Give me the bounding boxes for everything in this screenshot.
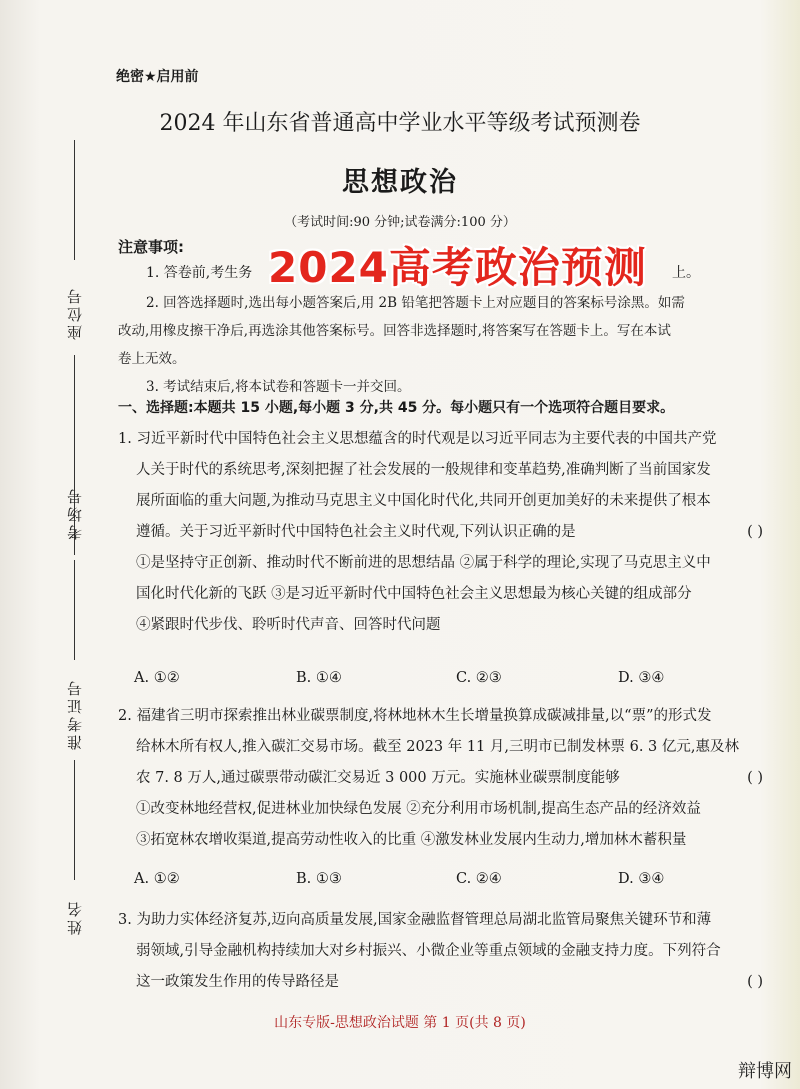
option-b: B. ①③ — [296, 871, 342, 887]
seat-number-label: 座位号 — [66, 286, 84, 340]
option-c: C. ②③ — [456, 670, 502, 686]
page-footer: 山东专版-思想政治试题 第 1 页(共 8 页) — [274, 1015, 526, 1031]
binding-line — [74, 560, 75, 660]
statement-line: ①是坚持守正创新、推动时代不断前进的思想结晶 ②属于科学的理论,实现了马克思主义中 — [136, 555, 711, 571]
question-1-options — [134, 670, 774, 701]
binding-line — [74, 760, 75, 880]
notice-item-1-tail: 上。 — [672, 265, 700, 281]
site-watermark: 辩博网 — [738, 1061, 792, 1082]
notice-item-3: 3. 考试结束后,将本试卷和答题卡一并交回。 — [146, 379, 411, 395]
binding-line — [74, 140, 75, 260]
notice-heading: 注意事项: — [118, 238, 184, 256]
section-heading: 一、选择题:本题共 15 小题,每小题 3 分,共 45 分。每小题只有一个选项符合题目要求。 — [118, 400, 675, 416]
option-d: D. ③④ — [618, 871, 665, 887]
exam-title: 2024 年山东省普通高中学业水平等级考试预测卷 — [159, 111, 641, 136]
question-line: 2. 福建省三明市探索推出林业碳票制度,将林地林木生长增量换算成碳减排量,以“票”的形式发 — [118, 708, 712, 724]
question-line: 3. 为助力实体经济复苏,迈向高质量发展,国家金融监督管理总局湖北监管局聚焦关键环节和薄 — [118, 912, 712, 928]
option-c: C. ②④ — [456, 871, 502, 887]
question-line: 人关于时代的系统思考,深刻把握了社会发展的一般规律和变革趋势,准确判断了当前国家发 — [136, 462, 711, 478]
question-line: 弱领域,引导金融机构持续加大对乡村振兴、小微企业等重点领域的金融支持力度。下列符合 — [136, 943, 721, 959]
question-line: 遵循。关于习近平新时代中国特色社会主义时代观,下列认识正确的是 — [136, 524, 576, 540]
statement-line: ④紧跟时代步伐、聆听时代声音、回答时代问题 — [136, 617, 441, 633]
question-line: 1. 习近平新时代中国特色社会主义思想蕴含的时代观是以习近平同志为主要代表的中国共产党 — [118, 431, 717, 447]
option-a: A. ①② — [134, 871, 180, 887]
notice-item-1: 1. 答卷前,考生务 — [146, 265, 253, 281]
room-number-label: 考场号 — [66, 486, 84, 540]
option-a: A. ①② — [134, 670, 180, 686]
binding-margin — [52, 140, 96, 1020]
question-2-options — [134, 871, 774, 902]
question-3 — [118, 905, 773, 998]
question-1 — [118, 424, 773, 641]
statement-line: ①改变林地经营权,促进林业加快绿色发展 ②充分利用市场机制,提高生态产品的经济效益 — [136, 801, 701, 817]
subject-title: 思想政治 — [342, 167, 458, 198]
notice-item-2-line-2: 改动,用橡皮擦干净后,再选涂其他答案标号。回答非选择题时,将答案写在答题卡上。写在本试 — [118, 323, 671, 339]
notice-item-2-line-1: 2. 回答选择题时,选出每小题答案后,用 2B 铅笔把答题卡上对应题目的答案标号涂黑。如需 — [146, 295, 685, 311]
exam-meta: （考试时间:90 分钟;试卷满分:100 分） — [284, 215, 516, 230]
question-2 — [118, 701, 773, 856]
answer-bracket: ( ) — [747, 524, 763, 540]
option-d: D. ③④ — [618, 670, 665, 686]
ticket-number-label: 准考证号 — [66, 678, 84, 750]
answer-bracket: ( ) — [747, 770, 763, 786]
name-label: 姓名 — [66, 899, 84, 935]
question-line: 农 7. 8 万人,通过碳票带动碳汇交易近 3 000 万元。实施林业碳票制度能够 — [136, 770, 620, 786]
answer-bracket: ( ) — [747, 974, 763, 990]
option-b: B. ①④ — [296, 670, 342, 686]
confidential-mark: 绝密★启用前 — [116, 69, 199, 85]
notice-item-2-line-3: 卷上无效。 — [118, 351, 186, 367]
promo-banner: 2024高考政治预测 — [268, 243, 647, 292]
statement-line: 国化时代化新的飞跃 ③是习近平新时代中国特色社会主义思想最为核心关键的组成部分 — [136, 586, 692, 602]
question-line: 展所面临的重大问题,为推动马克思主义中国化时代化,共同开创更加美好的未来提供了根本 — [136, 493, 711, 509]
statement-line: ③拓宽林农增收渠道,提高劳动性收入的比重 ④激发林业发展内生动力,增加林木蓄积量 — [136, 832, 687, 848]
question-line: 这一政策发生作用的传导路径是 — [136, 974, 339, 990]
question-line: 给林木所有权人,推入碳汇交易市场。截至 2023 年 11 月,三明市已制发林票 6. 3 亿元,惠及林 — [136, 739, 740, 755]
